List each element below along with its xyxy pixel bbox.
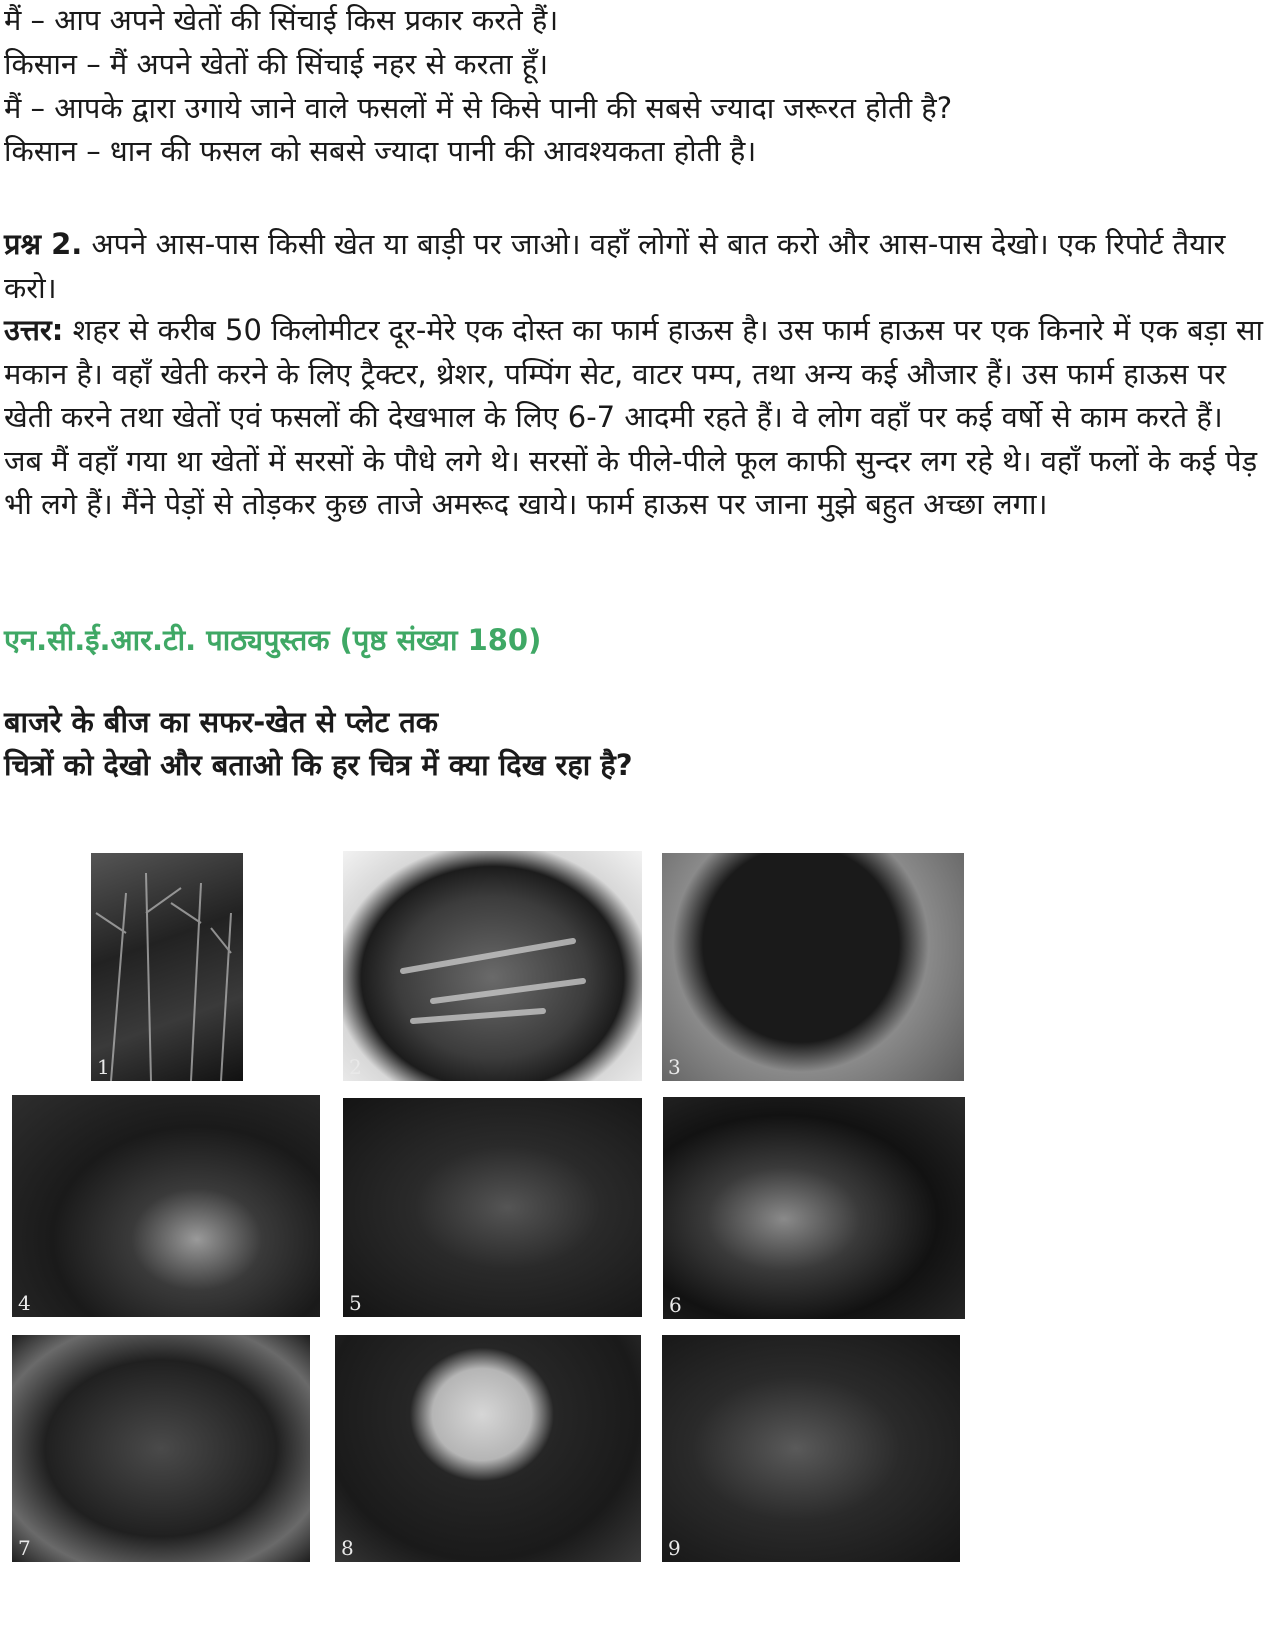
dialogue-line-2: किसान – मैं अपने खेतों की सिंचाई नहर से करता हूँ। <box>4 47 549 81</box>
photo-number: 3 <box>668 1055 681 1079</box>
photo-2-basket-of-stalks <box>343 851 642 1081</box>
photo-1-millet-crop <box>91 853 243 1081</box>
dialogue-line-1: मैं – आप अपने खेतों की सिंचाई किस प्रकार करते हैं। <box>4 3 559 37</box>
question-2 <box>4 223 1269 310</box>
activity-question: चित्रों को देखो और बताओ कि हर चित्र में क्या दिख रहा है? <box>4 748 633 782</box>
photo-number: 6 <box>669 1293 682 1317</box>
photo-number: 8 <box>341 1536 354 1560</box>
photo-number: 7 <box>18 1536 31 1560</box>
question-label: प्रश्न 2. <box>4 227 83 261</box>
basket-stalks-illustration <box>343 851 642 1081</box>
photo-number: 9 <box>668 1536 681 1560</box>
activity-title: बाजरे के बीज का सफर-खेत से प्लेट तक <box>4 705 439 739</box>
photo-7-rolling-dough <box>12 1335 310 1562</box>
photo-6-kneading-dough <box>663 1097 965 1319</box>
dialogue-line-4: किसान – धान की फसल को सबसे ज्यादा पानी की आवश्यकता होती है। <box>4 134 757 168</box>
photo-number: 4 <box>18 1291 31 1315</box>
photo-number: 5 <box>349 1291 362 1315</box>
photo-3-threshing-ground <box>662 853 964 1081</box>
photo-9-cooked-roti <box>662 1335 960 1562</box>
section-heading: एन.सी.ई.आर.टी. पाठ्यपुस्तक (पृष्ठ संख्या 180) <box>4 623 542 657</box>
answer-2 <box>4 309 1269 527</box>
photo-8-roti-on-tawa <box>335 1335 641 1562</box>
photo-4-grinding-stone <box>12 1095 320 1317</box>
photo-number: 2 <box>349 1055 362 1079</box>
answer-text: शहर से करीब 50 किलोमीटर दूर-मेरे एक दोस्त का फार्म हाऊस है। उस फार्म हाऊस पर एक किनारे में एक बड़ा सा मकान है। वहाँ खेती करने के लिए ट्रैक्टर, थ्रेशर, पम्पिंग सेट, वाटर पम्प, तथा अन्य कई औजार हैं। उस फार्म हाऊस पर खेती करने तथा खेतों एवं फसलों की देखभाल के लिए 6-7 आदमी रहते हैं। वे लोग वहाँ पर कई वर्षो से काम करते हैं। जब मैं वहाँ गया था खेतों में सरसों के पौधे लगे थे। सरसों के पीले-पीले फूल काफी सुन्दर लग रहे थे। वहाँ फलों के कई पेड़ भी लगे हैं। मैंने पेड़ों से तोड़कर कुछ ताजे अमरूद खाये। फार्म हाऊस पर जाना मुझे बहुत अच्छा लगा। <box>4 313 1264 521</box>
question-text: अपने आस-पास किसी खेत या बाड़ी पर जाओ। वहाँ लोगों से बात करो और आस-पास देखो। एक रिपोर्ट तैयार करो। <box>4 227 1226 305</box>
photo-number: 1 <box>97 1055 110 1079</box>
answer-label: उत्तर: <box>4 313 64 347</box>
millet-plants-illustration <box>91 853 243 1081</box>
dialogue-line-3: मैं – आपके द्वारा उगाये जाने वाले फसलों में से किसे पानी की सबसे ज्यादा जरूरत होती है? <box>4 91 953 125</box>
photo-5-millet-flour <box>343 1098 642 1317</box>
